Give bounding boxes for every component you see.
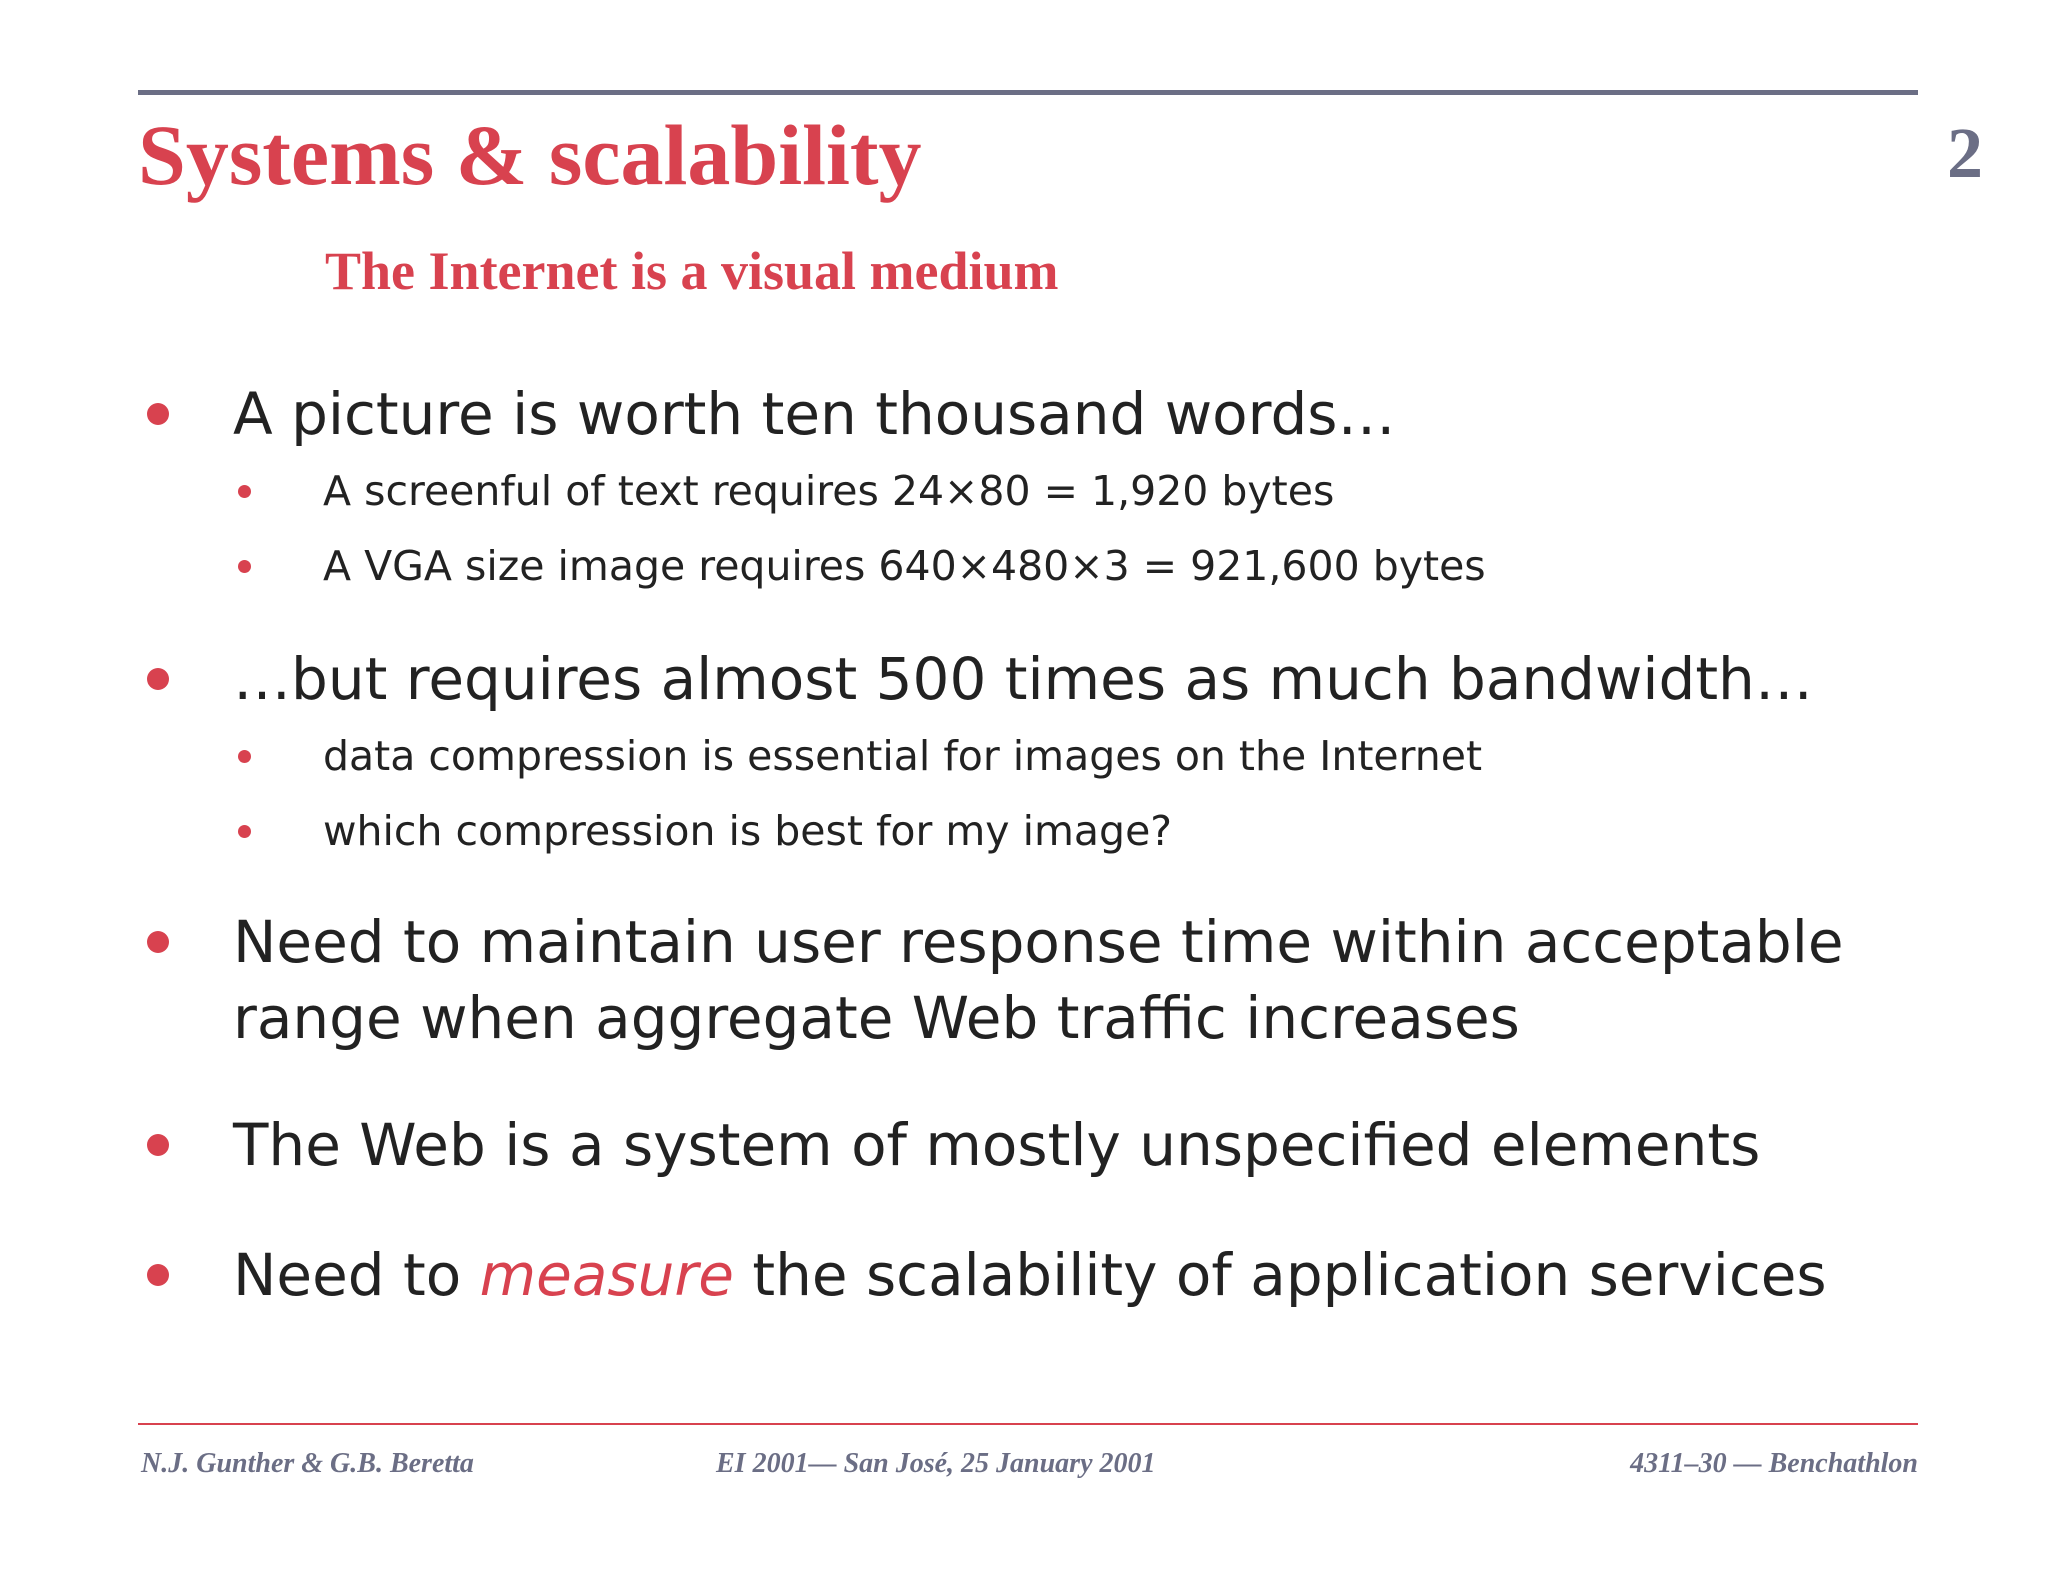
bullet-marker [147, 1134, 169, 1156]
bullet-5-emphasis: measure [479, 1241, 734, 1309]
bullet-1-sub-1: A screenful of text requires 24×80 = 1,920 bytes [323, 467, 1335, 515]
bullet-5 [233, 1236, 1827, 1314]
sub-bullet-marker [238, 560, 251, 573]
footer-paper: 4311–30 — Benchathlon [1630, 1448, 1918, 1479]
bullet-5-prefix: Need to [233, 1241, 480, 1309]
slide-title: Systems & scalability [138, 107, 922, 203]
bullet-3-line-1: Need to maintain user response time within acceptable [233, 908, 1844, 976]
bullet-5-suffix: the scalability of application services [733, 1241, 1827, 1309]
sub-bullet-marker [238, 485, 251, 498]
bullet-3-line-2: range when aggregate Web traffic increases [233, 984, 1520, 1052]
bullet-4: The Web is a system of mostly unspecified elements [233, 1111, 1761, 1179]
header-rule [138, 90, 1918, 95]
bullet-1-sub-2: A VGA size image requires 640×480×3 = 921,600 bytes [323, 542, 1486, 590]
footer-authors: N.J. Gunther & G.B. Beretta [141, 1448, 474, 1479]
sub-bullet-marker [238, 750, 251, 763]
bullet-2-sub-1: data compression is essential for images on the Internet [323, 732, 1483, 780]
bullet-marker [147, 403, 169, 425]
bullet-marker [147, 1264, 169, 1286]
slide-subtitle: The Internet is a visual medium [325, 241, 1059, 301]
bullet-2-sub-2: which compression is best for my image? [323, 807, 1173, 855]
bullet-marker [147, 931, 169, 953]
footer-event: EI 2001— San José, 25 January 2001 [716, 1448, 1156, 1479]
sub-bullet-marker [238, 825, 251, 838]
page-number: 2 [1947, 113, 1983, 193]
footer-rule [138, 1423, 1918, 1425]
bullet-marker [147, 668, 169, 690]
bullet-2: …but requires almost 500 times as much bandwidth… [233, 645, 1813, 713]
bullet-1: A picture is worth ten thousand words… [233, 380, 1396, 448]
